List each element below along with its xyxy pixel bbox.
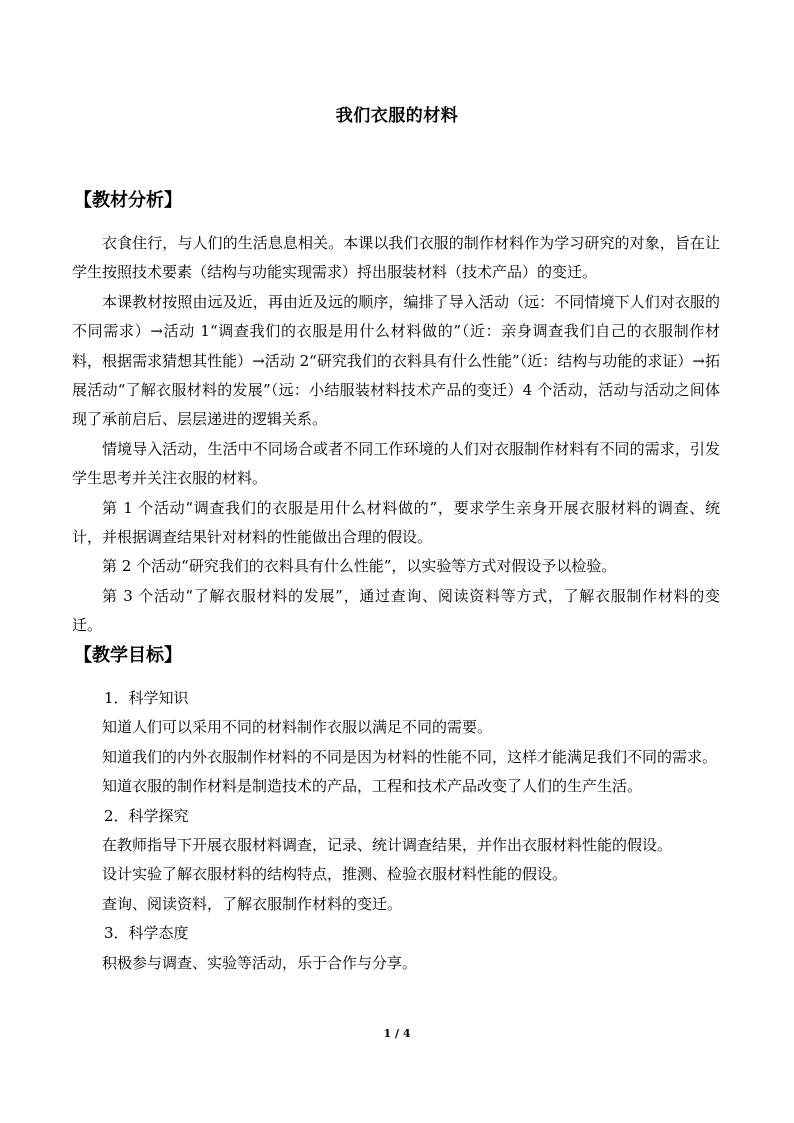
objective-paragraph: 查询、阅读资料，了解衣服制作材料的变迁。 [102, 894, 403, 913]
document-title: 我们衣服的材料 [335, 106, 459, 126]
section-heading-objectives: 【教学目标】 [74, 645, 182, 666]
analysis-paragraph: 衣食住行，与人们的生活息息相关。本课以我们衣服的制作材料作为学习研究的对象，旨在让学生按照技术要素（结构与功能实现需求）捋出服装材料（技术产品）的变迁。 [72, 234, 720, 282]
objective-paragraph: 知道衣服的制作材料是制造技术的产品，工程和技术产品改变了人们的生产生活。 [102, 777, 643, 796]
objective-subheading: 2．科学探究 [104, 806, 189, 825]
objective-paragraph: 知道我们的内外衣服制作材料的不同是因为材料的性能不同，这样才能满足我们不同的需求。 [102, 747, 718, 766]
objective-paragraph: 知道人们可以采用不同的材料制作衣服以满足不同的需要。 [102, 718, 493, 737]
analysis-paragraph: 本课教材按照由远及近，再由近及远的顺序，编排了导入活动（远：不同情境下人们对衣服的不同需求）→活动 1“调查我们的衣服是用什么材料做的”（近：亲身调查我们自己的衣服制作材料，根据需求猜想其性能）→活动 2“研究我们的衣料具有什么性能”（近：结构与功能的求证）→拓展活动“了解衣服材料的发展”（远：小结服装材料技术产品的变迁）4 个活动，活动与活动之间体现了承前启后、层层递进的逻辑关系。 [72, 292, 720, 429]
objectives-body [72, 684, 720, 978]
section-heading-analysis: 【教材分析】 [74, 190, 182, 211]
objective-paragraph: 积极参与调查、实验等活动，乐于合作与分享。 [102, 953, 418, 972]
page-number: 1 / 4 [383, 1027, 411, 1040]
objective-paragraph: 设计实验了解衣服材料的结构特点，推测、检验衣服材料性能的假设。 [102, 865, 568, 884]
objective-subheading: 3．科学态度 [104, 924, 189, 943]
objective-subheading: 1．科学知识 [104, 689, 189, 707]
analysis-paragraph: 第 2 个活动“研究我们的衣料具有什么性能”，以实验等方式对假设予以检验。 [102, 557, 617, 576]
analysis-paragraph: 第 3 个活动“了解衣服材料的发展”，通过查询、阅读资料等方式，了解衣服制作材料的变迁。 [72, 586, 720, 635]
analysis-paragraph: 第 1 个活动“调查我们的衣服是用什么材料做的”，要求学生亲身开展衣服材料的调查、统计，并根据调查结果针对材料的性能做出合理的假设。 [72, 498, 720, 547]
analysis-body [72, 229, 720, 641]
analysis-paragraph: 情境导入活动，生活中不同场合或者不同工作环境的人们对衣服制作材料有不同的需求，引发学生思考并关注衣服的材料。 [72, 439, 720, 488]
objective-paragraph: 在教师指导下开展衣服材料调查，记录、统计调查结果，并作出衣服材料性能的假设。 [102, 836, 673, 855]
